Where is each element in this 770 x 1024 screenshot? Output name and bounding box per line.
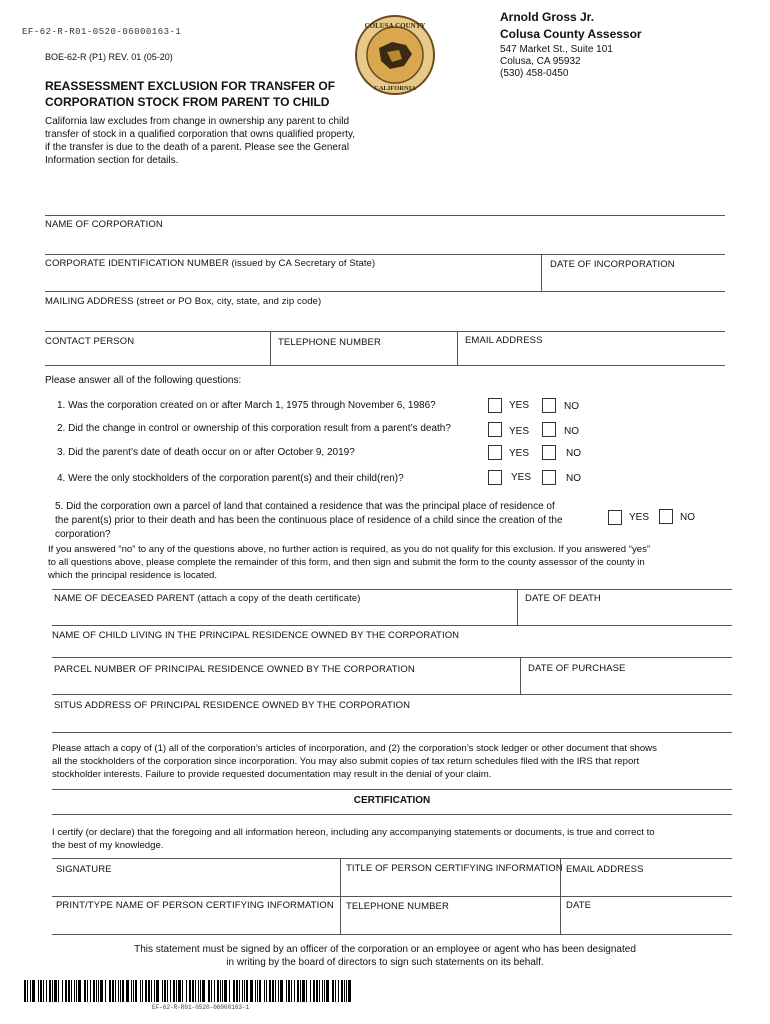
note-line-1: If you answered “no” to any of the questions above, no further action is required, as you do not qualify for this exclusion. If you answered “yes” xyxy=(48,544,651,555)
question-5-line-1: 5. Did the corporation own a parcel of land that contained a residence that was the principal place of residence of xyxy=(55,501,555,512)
assessor-address-1: 547 Market St., Suite 101 xyxy=(500,44,613,55)
barcode-caption: EF-62-R-R01-0520-06000163-1 xyxy=(152,1004,250,1011)
barcode-bar xyxy=(93,980,95,1002)
barcode-bar xyxy=(306,980,307,1002)
barcode-bar xyxy=(326,980,329,1002)
assessor-name: Arnold Gross Jr. xyxy=(500,10,595,24)
barcode-bar xyxy=(229,980,230,1002)
barcode-bar xyxy=(62,980,63,1002)
barcode-bar xyxy=(211,980,212,1002)
question-3: 3. Did the parent’s date of death occur on or after October 9, 2019? xyxy=(57,447,355,458)
barcode-bar xyxy=(324,980,325,1002)
note-line-3: which the principal residence is located. xyxy=(48,570,218,581)
barcode-bar xyxy=(192,980,194,1002)
question-2: 2. Did the change in control or ownership of this corporation result from a parent’s death? xyxy=(57,423,451,434)
barcode-bar xyxy=(233,980,235,1002)
q3-no-checkbox[interactable] xyxy=(542,445,556,460)
assessor-phone: (530) 458-0450 xyxy=(500,68,569,79)
barcode-bar xyxy=(310,980,311,1002)
barcode-bar xyxy=(100,980,103,1002)
form-title-line-2: CORPORATION STOCK FROM PARENT TO CHILD xyxy=(45,95,330,109)
barcode-bar xyxy=(264,980,265,1002)
barcode-bar xyxy=(142,980,143,1002)
barcode-bar xyxy=(195,980,196,1002)
barcode-bar xyxy=(214,980,215,1002)
barcode-bar xyxy=(239,980,240,1002)
q5-yes-label: YES xyxy=(629,512,650,523)
barcode-bar xyxy=(27,980,28,1002)
q5-no-checkbox[interactable] xyxy=(659,509,673,524)
certification-line-2: the best of my knowledge. xyxy=(52,840,164,851)
svg-text:CALIFORNIA: CALIFORNIA xyxy=(374,85,416,92)
barcode-bar xyxy=(87,980,88,1002)
form-title-line-1: REASSESSMENT EXCLUSION FOR TRANSFER OF xyxy=(45,79,336,93)
q4-no-checkbox[interactable] xyxy=(542,470,556,485)
barcode-bar xyxy=(126,980,129,1002)
barcode-bar xyxy=(76,980,77,1002)
barcode-bar xyxy=(71,980,72,1002)
barcode-bar xyxy=(156,980,159,1002)
barcode-bar xyxy=(288,980,290,1002)
q3-yes-checkbox[interactable] xyxy=(488,445,502,460)
barcode-bar xyxy=(246,980,248,1002)
questions-intro: Please answer all of the following questions: xyxy=(45,375,242,386)
barcode-bar xyxy=(255,980,256,1002)
svg-text:COLUSA COUNTY: COLUSA COUNTY xyxy=(364,22,426,30)
assessor-title: Colusa County Assessor xyxy=(500,27,642,41)
intro-line-4: Information section for details. xyxy=(45,155,179,166)
barcode-bar xyxy=(208,980,210,1002)
barcode-bar xyxy=(154,980,155,1002)
barcode-bar xyxy=(148,980,150,1002)
q3-no-label: NO xyxy=(566,448,581,459)
document-code: EF-62-R-R01-0520-06000163-1 xyxy=(22,27,182,37)
q5-no-label: NO xyxy=(680,512,695,523)
q2-no-checkbox[interactable] xyxy=(542,422,556,437)
deceased-parent-field[interactable]: NAME OF DECEASED PARENT (attach a copy of the death certificate) xyxy=(54,593,361,604)
barcode xyxy=(24,980,354,1002)
barcode-bar xyxy=(202,980,205,1002)
barcode-bar xyxy=(133,980,134,1002)
q4-yes-checkbox[interactable] xyxy=(488,470,502,485)
barcode-bar xyxy=(170,980,171,1002)
corporate-id-field[interactable]: CORPORATE IDENTIFICATION NUMBER (issued by CA Secretary of State) xyxy=(45,258,376,269)
name-of-corporation-field[interactable]: NAME OF CORPORATION xyxy=(45,219,163,230)
barcode-bar xyxy=(164,980,166,1002)
intro-line-1: California law excludes from change in ownership any parent to child xyxy=(45,116,350,127)
barcode-bar xyxy=(74,980,75,1002)
barcode-bar xyxy=(297,980,299,1002)
barcode-bar xyxy=(335,980,336,1002)
title-of-person-field[interactable]: TITLE OF PERSON CERTIFYING INFORMATION xyxy=(346,863,563,874)
barcode-bar xyxy=(176,980,177,1002)
barcode-bar xyxy=(30,980,31,1002)
question-1: 1. Was the corporation created on or after March 1, 1975 through November 6, 1986? xyxy=(57,400,436,411)
note-line-2: to all questions above, please complete the remainder of this form, and then sign and submit the form to the county assessor of the county in xyxy=(48,557,645,568)
certification-line-1: I certify (or declare) that the foregoing and all information hereon, including any accompanying statements or documents, is true and correct to xyxy=(52,827,655,838)
barcode-bar xyxy=(275,980,276,1002)
attach-line-2: all the stockholders of the corporation since incorporation. You may also submit copies of tax return schedules filed with the IRS that report xyxy=(52,756,640,767)
barcode-bar xyxy=(266,980,267,1002)
q1-yes-label: YES xyxy=(509,400,530,411)
barcode-bar xyxy=(122,980,124,1002)
barcode-bar xyxy=(78,980,81,1002)
barcode-bar xyxy=(167,980,168,1002)
barcode-bar xyxy=(257,980,258,1002)
attach-line-3: stockholder interests. Failure to provide requested documentation may result in the denial of your claim. xyxy=(52,769,492,780)
question-5-line-3: corporation? xyxy=(55,529,111,540)
q1-yes-checkbox[interactable] xyxy=(488,398,502,413)
barcode-bar xyxy=(98,980,99,1002)
barcode-bar xyxy=(217,980,219,1002)
question-5-line-2: the parent(s) prior to their death and has been the continuous place of residence of a child since the creation of the xyxy=(55,515,563,526)
q2-no-label: NO xyxy=(564,426,579,437)
barcode-bar xyxy=(313,980,315,1002)
barcode-bar xyxy=(348,980,351,1002)
barcode-bar xyxy=(115,980,116,1002)
barcode-bar xyxy=(220,980,221,1002)
barcode-bar xyxy=(322,980,323,1002)
barcode-bar xyxy=(140,980,141,1002)
print-name-field[interactable]: PRINT/TYPE NAME OF PERSON CERTIFYING INFORMATION xyxy=(56,900,334,911)
barcode-bar xyxy=(65,980,67,1002)
email-address-field[interactable]: EMAIL ADDRESS xyxy=(465,335,543,346)
barcode-bar xyxy=(49,980,51,1002)
barcode-bar xyxy=(300,980,301,1002)
form-number: BOE-62-R (P1) REV. 01 (05-20) xyxy=(45,52,173,62)
barcode-bar xyxy=(32,980,35,1002)
barcode-bar xyxy=(24,980,26,1002)
barcode-bar xyxy=(344,980,345,1002)
parcel-number-field[interactable]: PARCEL NUMBER OF PRINCIPAL RESIDENCE OWNED BY THE CORPORATION xyxy=(54,664,415,675)
barcode-bar xyxy=(294,980,295,1002)
q1-no-checkbox[interactable] xyxy=(542,398,556,413)
barcode-bar xyxy=(280,980,283,1002)
barcode-bar xyxy=(118,980,119,1002)
barcode-bar xyxy=(272,980,274,1002)
barcode-bar xyxy=(112,980,114,1002)
barcode-bar xyxy=(242,980,243,1002)
barcode-bar xyxy=(278,980,279,1002)
county-seal xyxy=(354,14,436,96)
barcode-bar xyxy=(236,980,238,1002)
attach-line-1: Please attach a copy of (1) all of the corporation’s articles of incorporation, and (2) the corporation’s stock ledger or other document that shows xyxy=(52,743,657,754)
q1-no-label: NO xyxy=(564,401,579,412)
barcode-bar xyxy=(58,980,59,1002)
barcode-bar xyxy=(286,980,287,1002)
barcode-bar xyxy=(96,980,97,1002)
question-4: 4. Were the only stockholders of the corporation parent(s) and their child(ren)? xyxy=(57,473,404,484)
barcode-bar xyxy=(120,980,121,1002)
barcode-bar xyxy=(162,980,163,1002)
barcode-bar xyxy=(259,980,261,1002)
mailing-address-field[interactable]: MAILING ADDRESS (street or PO Box, city, state, and zip code) xyxy=(45,296,322,307)
date-of-death-field[interactable]: DATE OF DEATH xyxy=(525,593,601,604)
telephone-number-field[interactable]: TELEPHONE NUMBER xyxy=(278,337,381,348)
barcode-bar xyxy=(319,980,320,1002)
q3-yes-label: YES xyxy=(509,448,530,459)
barcode-bar xyxy=(68,980,70,1002)
barcode-bar xyxy=(186,980,187,1002)
barcode-bar xyxy=(341,980,343,1002)
q2-yes-label: YES xyxy=(509,426,530,437)
barcode-bar xyxy=(346,980,347,1002)
intro-line-2: transfer of stock in a qualified corporation that owns qualified property, xyxy=(45,129,355,140)
barcode-bar xyxy=(316,980,318,1002)
date-of-purchase-field[interactable]: DATE OF PURCHASE xyxy=(528,663,626,674)
intro-line-3: if the transfer is due to the death of a parent. Please see the General xyxy=(45,142,350,153)
q5-yes-checkbox[interactable] xyxy=(608,510,622,525)
q4-no-label: NO xyxy=(566,473,581,484)
barcode-bar xyxy=(222,980,223,1002)
barcode-bar xyxy=(200,980,201,1002)
barcode-bar xyxy=(244,980,245,1002)
q2-yes-checkbox[interactable] xyxy=(488,422,502,437)
barcode-bar xyxy=(105,980,106,1002)
cert-email-field[interactable]: EMAIL ADDRESS xyxy=(566,864,644,875)
barcode-bar xyxy=(40,980,42,1002)
barcode-bar xyxy=(54,980,57,1002)
barcode-bar xyxy=(109,980,111,1002)
signature-field[interactable]: SIGNATURE xyxy=(56,864,112,875)
barcode-bar xyxy=(131,980,132,1002)
barcode-bar xyxy=(145,980,147,1002)
barcode-bar xyxy=(135,980,137,1002)
barcode-bar xyxy=(84,980,86,1002)
barcode-bar xyxy=(302,980,305,1002)
barcode-bar xyxy=(250,980,253,1002)
situs-address-field[interactable]: SITUS ADDRESS OF PRINCIPAL RESIDENCE OWNED BY THE CORPORATION xyxy=(54,700,411,711)
barcode-bar xyxy=(224,980,227,1002)
contact-person-field[interactable]: CONTACT PERSON xyxy=(45,336,135,347)
date-of-incorporation-field[interactable]: DATE OF INCORPORATION xyxy=(550,259,675,270)
barcode-bar xyxy=(291,980,292,1002)
barcode-bar xyxy=(178,980,181,1002)
barcode-bar xyxy=(46,980,47,1002)
child-name-field[interactable]: NAME OF CHILD LIVING IN THE PRINCIPAL RESIDENCE OWNED BY THE CORPORATION xyxy=(52,630,460,641)
barcode-bar xyxy=(338,980,339,1002)
barcode-bar xyxy=(90,980,91,1002)
cert-telephone-field[interactable]: TELEPHONE NUMBER xyxy=(346,901,449,912)
barcode-bar xyxy=(151,980,152,1002)
barcode-bar xyxy=(173,980,175,1002)
barcode-bar xyxy=(182,980,183,1002)
certification-heading: CERTIFICATION xyxy=(353,795,431,806)
q4-yes-label: YES xyxy=(511,472,532,483)
barcode-bar xyxy=(332,980,334,1002)
cert-date-field[interactable]: DATE xyxy=(566,900,592,911)
footer-line-2: in writing by the board of directors to sign such statements on its behalf. xyxy=(226,957,544,968)
barcode-bar xyxy=(198,980,199,1002)
assessor-address-2: Colusa, CA 95932 xyxy=(500,56,581,67)
barcode-bar xyxy=(52,980,53,1002)
barcode-bar xyxy=(38,980,39,1002)
barcode-bar xyxy=(43,980,44,1002)
footer-line-1: This statement must be signed by an officer of the corporation or an employee or agent who has been designated xyxy=(134,944,636,955)
barcode-bar xyxy=(269,980,271,1002)
barcode-bar xyxy=(189,980,191,1002)
